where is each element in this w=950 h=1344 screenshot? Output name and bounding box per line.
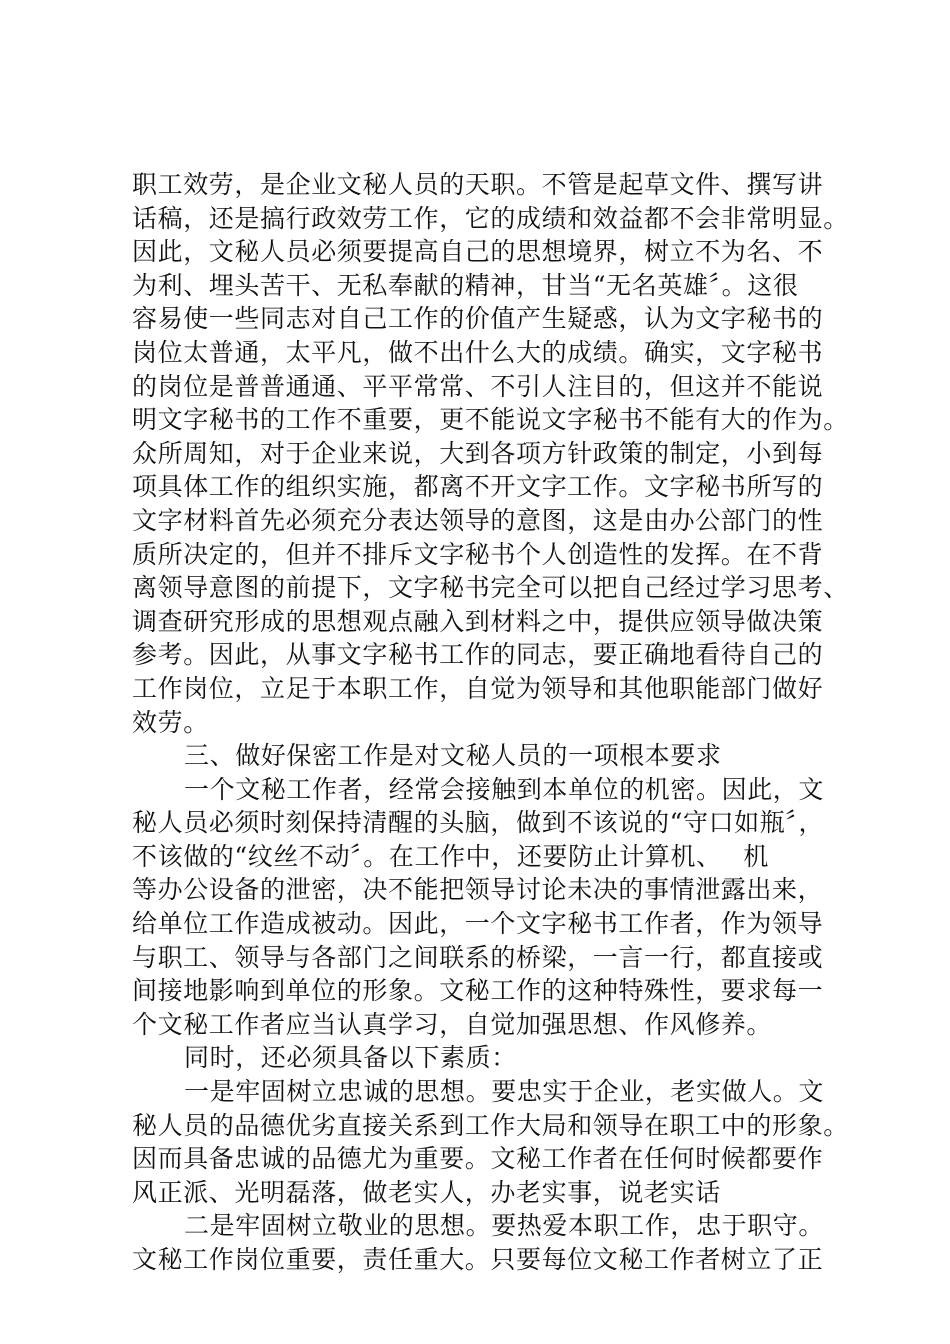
text-line: 岗位太普通，太平凡，做不出什么大的成绩。确实，文字秘书	[132, 337, 824, 367]
text-line: 个文秘工作者应当认真学习，自觉加强思想、作风修养。	[132, 1009, 773, 1039]
text-line: 明文字秘书的工作不重要，更不能说文字秘书不能有大的作为。	[132, 405, 849, 435]
text-line: 的岗位是普普通通、平平常常、不引人注目的，但这并不能说	[132, 371, 824, 401]
text-line: 给单位工作造成被动。因此，一个文字秘书工作者，作为领导	[132, 909, 824, 939]
text-line: 话稿，还是搞行政效劳工作，它的成绩和效益都不会非常明显。	[132, 203, 849, 233]
text-line: 秘人员必须时刻保持清醒的头脑，做到不该说的“守口如瓶〞，	[132, 808, 825, 838]
text-line: 众所周知，对于企业来说，大到各项方针政策的制定，小到每	[132, 438, 824, 468]
text-line: 职工效劳，是企业文秘人员的天职。不管是起草文件、撰写讲	[132, 170, 824, 199]
body-text	[132, 168, 852, 1277]
text-line: 秘人员的品德优劣直接关系到工作大局和领导在职工中的形象。	[132, 1110, 849, 1140]
text-line: 质所决定的，但并不排斥文字秘书个人创造性的发挥。在不背	[132, 539, 824, 569]
text-line: 项具体工作的组织实施，都离不开文字工作。文字秘书所写的	[132, 472, 824, 502]
text-line: 文秘工作岗位重要，责任重大。只要每位文秘工作者树立了正	[132, 1245, 824, 1274]
text-line: 为利、埋头苦干、无私奉献的精神，甘当“无名英雄〞。这很	[132, 270, 799, 300]
text-line: 不该做的“纹丝不动〞。在工作中，还要防止计算机、 机	[132, 841, 769, 871]
text-line: 风正派、光明磊落，做老实人，办老实事，说老实话	[132, 1177, 721, 1207]
text-line: 工作岗位，立足于本职工作，自觉为领导和其他职能部门做好	[132, 673, 824, 703]
text-line: 与职工、领导与各部门之间联系的桥梁，一言一行，都直接或	[132, 942, 824, 972]
text-line: 间接地影响到单位的形象。文秘工作的这种特殊性，要求每一	[132, 976, 824, 1006]
paragraph-first-line: 三、做好保密工作是对文秘人员的一项根本要求	[184, 741, 722, 771]
text-line: 容易使一些同志对自己工作的价值产生疑惑，认为文字秘书的	[132, 304, 824, 334]
paragraph-first-line: 一是牢固树立忠诚的思想。要忠实于企业，老实做人。文	[184, 1077, 825, 1107]
paragraph-first-line: 二是牢固树立敬业的思想。要热爱本职工作，忠于职守。	[184, 1211, 825, 1241]
text-line: 等办公设备的泄密，决不能把领导讨论未决的事情泄露出来，	[132, 875, 824, 905]
text-line: 参考。因此，从事文字秘书工作的同志，要正确地看待自己的	[132, 640, 824, 670]
paragraph-first-line: 同时，还必须具备以下素质：	[184, 1043, 517, 1073]
text-line: 文字材料首先必须充分表达领导的意图，这是由办公部门的性	[132, 505, 824, 535]
text-line: 离领导意图的前提下，文字秘书完全可以把自己经过学习思考、	[132, 573, 849, 603]
paragraph-first-line: 一个文秘工作者，经常会接触到本单位的机密。因此，文	[184, 774, 825, 804]
text-line: 调查研究形成的思想观点融入到材料之中，提供应领导做决策	[132, 606, 824, 636]
text-line: 因此，文秘人员必须要提高自己的思想境界，树立不为名、不	[132, 237, 824, 267]
text-line: 效劳。	[132, 707, 209, 737]
text-line: 因而具备忠诚的品德尤为重要。文秘工作者在任何时候都要作	[132, 1144, 824, 1174]
